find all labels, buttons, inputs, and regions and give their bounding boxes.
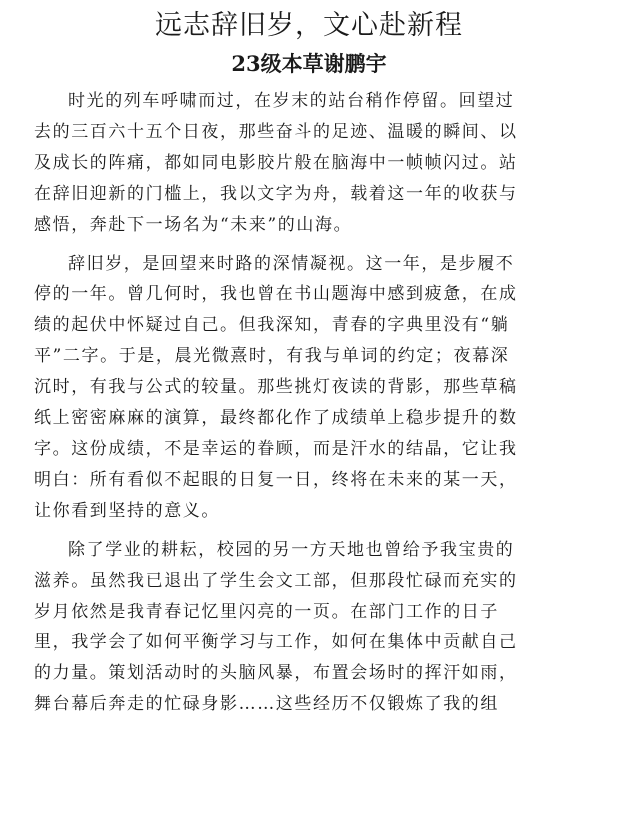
paragraph-3 <box>34 535 584 720</box>
text-line: 舞台幕后奔走的忙碌身影……这些经历不仅锻炼了我的组 <box>34 694 499 715</box>
text-line: 去的三百六十五个日夜，那些奋斗的足迹、温暖的瞬间、以 <box>34 121 518 142</box>
text-line: 字。这份成绩，不是幸运的眷顾，而是汗水的结晶，它让我 <box>34 438 518 459</box>
text-line: 让你看到坚持的意义。 <box>34 500 220 521</box>
text-line: 滋养。虽然我已退出了学生会文工部，但那段忙碌而充实的 <box>34 570 518 591</box>
text-line: 的力量。策划活动时的头脑风暴，布置会场时的挥汗如雨， <box>34 663 518 684</box>
text-line: 感悟，奔赴下一场名为“未来”的山海。 <box>34 214 353 235</box>
text-line: 纸上密密麻麻的演算，最终都化作了成绩单上稳步提升的数 <box>34 408 518 429</box>
text-line: 里，我学会了如何平衡学习与工作，如何在集体中贡献自己 <box>34 632 518 653</box>
text-line: 时光的列车呼啸而过，在岁末的站台稍作停留。回望过 <box>68 91 515 111</box>
text-line: 除了学业的耕耘，校园的另一方天地也曾给予我宝贵的 <box>68 539 515 560</box>
text-line: 在辞旧迎新的门槛上，我以文字为舟，载着这一年的收获与 <box>34 183 518 204</box>
document-body <box>34 86 584 720</box>
paragraph-2 <box>34 249 584 527</box>
text-line: 沉时，有我与公式的较量。那些挑灯夜读的背影，那些草稿 <box>34 377 518 398</box>
paragraph-1 <box>34 86 584 241</box>
text-line: 辞旧岁，是回望来时路的深情凝视。这一年，是步履不 <box>68 253 515 274</box>
text-line: 及成长的阵痛，都如同电影胶片般在脑海中一帧帧闪过。站 <box>34 152 518 173</box>
document-author: 23级本草谢鹏宇 <box>231 51 387 76</box>
text-line: 明白：所有看似不起眼的日复一日，终将在未来的某一天， <box>34 469 518 490</box>
text-line: 绩的起伏中怀疑过自己。但我深知，青春的字典里没有“躺 <box>34 315 510 336</box>
text-line: 停的一年。曾几何时，我也曾在书山题海中感到疲惫，在成 <box>34 284 518 305</box>
text-line: 岁月依然是我青春记忆里闪亮的一页。在部门工作的日子 <box>34 601 499 622</box>
document-title: 远志辞旧岁，文心赴新程 <box>155 10 463 41</box>
text-line: 平”二字。于是，晨光微熹时，有我与单词的约定；夜幕深 <box>34 346 510 367</box>
